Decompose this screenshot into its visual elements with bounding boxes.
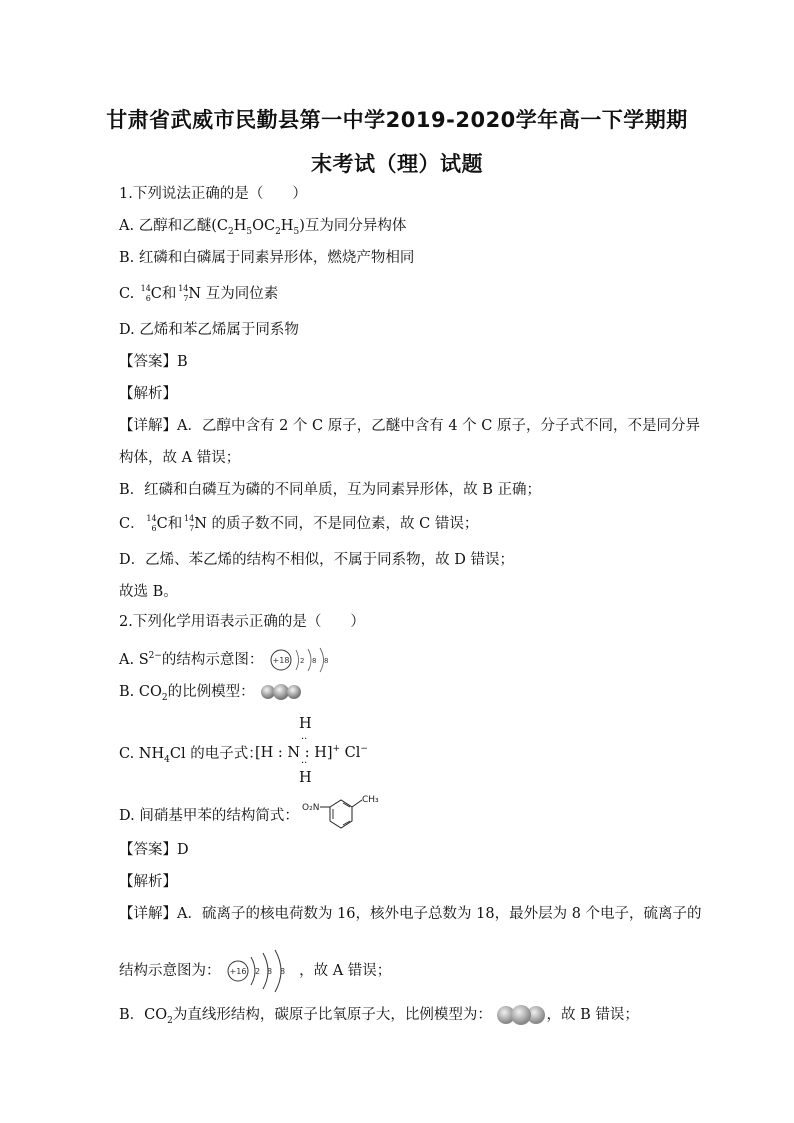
q2-option-b: B. $CO_2$的比例模型：: [119, 682, 305, 708]
isotope-n-notation: 14 7: [178, 284, 189, 303]
co2-space-filling-model-correct: [496, 1004, 546, 1026]
electron-formula-h-top: H: [299, 716, 312, 732]
svg-text:O₂N: O₂N: [302, 803, 320, 813]
q1-option-a: A. 乙醇和乙醚$(C_2H_5OC_2H_5)$互为同分异构体: [119, 218, 407, 237]
q1-detail-c: C． 14 6 C和 14 7 N 的质子数不同，不是同位素，故 C 错误；: [119, 514, 479, 533]
q1-conclusion: 故选 B。: [119, 584, 178, 600]
document-title-line2: 末考试（理）试题: [311, 152, 483, 176]
electron-formula-h-bottom: H: [299, 770, 312, 786]
q2-stem: 2.下列化学用语表示正确的是（ ）: [119, 614, 365, 630]
q2-detail-a-line2: 结构示意图为： +16 2 8 8 ，故 A 错误；: [119, 948, 391, 994]
q2-detail-b: B．$CO_2$为直线形结构，碳原子比氧原子大，比例模型为： ，故 B 错误；: [119, 1004, 639, 1031]
ammonium-chloride-electron-formula: H [H : N : H]+ Cl− ·· ·· H: [255, 716, 368, 786]
sulfide-ion-structure-diagram-correct: [225, 948, 299, 994]
q1-analysis-heading: 【解析】: [119, 386, 177, 402]
q1-detail-d: D．乙烯、苯乙烯的结构不相似，不属于同系物，故 D 错误；: [119, 552, 514, 568]
svg-text:2: 2: [300, 657, 305, 665]
q2-option-a: A. $S^{2-}$的结构示意图： +18 2 8 8: [119, 646, 338, 673]
svg-text:+18: +18: [272, 656, 290, 665]
q1-detail-a-line2: 构体，故 A 错误；: [119, 450, 241, 466]
q2-option-d: D. 间硝基甲苯的结构简式：: [119, 808, 299, 824]
sulfur-ion-structure-diagram: [268, 647, 338, 673]
m-nitrotoluene-structure: [300, 788, 400, 836]
q1-option-c: C. 14 6 C和 14 7 N 互为同位素: [119, 284, 279, 303]
q2-answer: 【答案】D: [119, 842, 189, 858]
svg-text:CH₃: CH₃: [362, 795, 379, 805]
q1-option-d: D. 乙烯和苯乙烯属于同系物: [119, 322, 299, 338]
svg-text:2: 2: [255, 967, 261, 976]
electron-formula-main: [H : N : H]+ Cl−: [255, 744, 368, 761]
svg-text:8: 8: [267, 967, 273, 976]
document-title-line1: 甘肃省武威市民勤县第一中学2019-2020学年高一下学期期: [106, 108, 688, 132]
svg-text:8: 8: [312, 657, 317, 665]
svg-text:8: 8: [280, 967, 286, 976]
q1-stem: 1.下列说法正确的是（ ）: [119, 186, 307, 202]
q1-detail-a-line1: 【详解】A．乙醇中含有 2 个 C 原子，乙醚中含有 4 个 C 原子，分子式不同，不是同分异: [119, 418, 700, 434]
q2-detail-a-line1: 【详解】A．硫离子的核电荷数为 16，核外电子总数为 18，最外层为 8 个电子，硫离子的: [119, 906, 702, 922]
co2-space-filling-model-wrong: [259, 683, 305, 701]
svg-text:+16: +16: [229, 967, 247, 976]
isotope-c-notation: 14 6: [140, 284, 151, 303]
q2-option-c: C. $NH_4Cl$ 的电子式：: [119, 746, 263, 765]
q1-detail-b: B．红磷和白磷互为磷的不同单质，互为同素异形体，故 B 正确；: [119, 482, 542, 498]
svg-text:8: 8: [324, 657, 329, 665]
q1-answer: 【答案】B: [119, 354, 188, 370]
q2-analysis-heading: 【解析】: [119, 874, 177, 890]
q1-option-b: B. 红磷和白磷属于同素异形体，燃烧产物相同: [119, 250, 415, 266]
